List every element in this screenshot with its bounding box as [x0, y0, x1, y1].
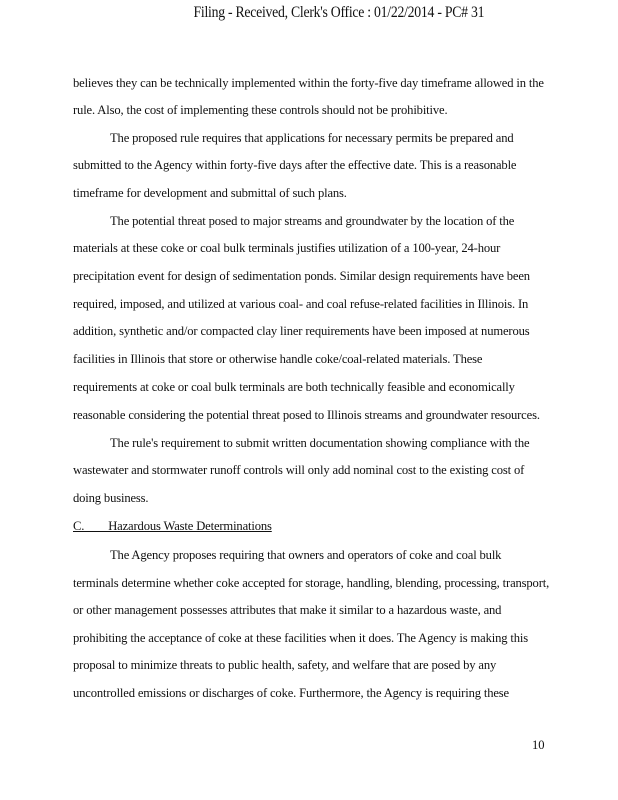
body-line: wastewater and stormwater runoff controls will only add nominal cost to the existing cost of — [73, 463, 525, 477]
body-line: The potential threat posed to major streams and groundwater by the location of the — [110, 214, 515, 228]
body-line: prohibiting the acceptance of coke at these facilities when it does. The Agency is making this — [73, 631, 528, 645]
body-line: materials at these coke or coal bulk terminals justifies utilization of a 100-year, 24-hour — [73, 241, 501, 255]
body-line: precipitation event for design of sedimentation ponds. Similar design requirements have been — [73, 269, 530, 283]
body-line: The proposed rule requires that applications for necessary permits be prepared and — [110, 131, 514, 145]
body-line: requirements at coke or coal bulk terminals are both technically feasible and economically — [73, 380, 515, 394]
body-line: or other management possesses attributes that make it similar to a hazardous waste, and — [73, 603, 502, 617]
body-line: required, imposed, and utilized at various coal- and coal refuse-related facilities in Illinois. In — [73, 297, 529, 311]
page-number: 10 — [532, 738, 545, 752]
body-line: proposal to minimize threats to public health, safety, and welfare that are posed by any — [73, 658, 497, 672]
body-line: rule. Also, the cost of implementing these controls should not be prohibitive. — [73, 103, 448, 117]
section-heading: C. Hazardous Waste Determinations — [73, 519, 272, 533]
filing-stamp-header: Filing - Received, Clerk's Office : 01/22/2014 - PC# 31 — [193, 4, 485, 21]
body-line: believes they can be technically implemented within the forty-five day timeframe allowed in the — [73, 76, 544, 90]
body-line: reasonable considering the potential threat posed to Illinois streams and groundwater resources. — [73, 408, 540, 422]
body-line: terminals determine whether coke accepted for storage, handling, blending, processing, transport, — [73, 576, 550, 590]
body-line: addition, synthetic and/or compacted clay liner requirements have been imposed at numerous — [73, 324, 530, 338]
body-line: uncontrolled emissions or discharges of coke. Furthermore, the Agency is requiring these — [73, 686, 509, 700]
body-line: The rule's requirement to submit written documentation showing compliance with the — [110, 436, 530, 450]
body-line: timeframe for development and submittal of such plans. — [73, 186, 347, 200]
body-line: The Agency proposes requiring that owners and operators of coke and coal bulk — [110, 548, 502, 562]
body-line: doing business. — [73, 491, 149, 505]
body-line: submitted to the Agency within forty-five days after the effective date. This is a reasonable — [73, 158, 517, 172]
body-line: facilities in Illinois that store or otherwise handle coke/coal-related materials. These — [73, 352, 483, 366]
